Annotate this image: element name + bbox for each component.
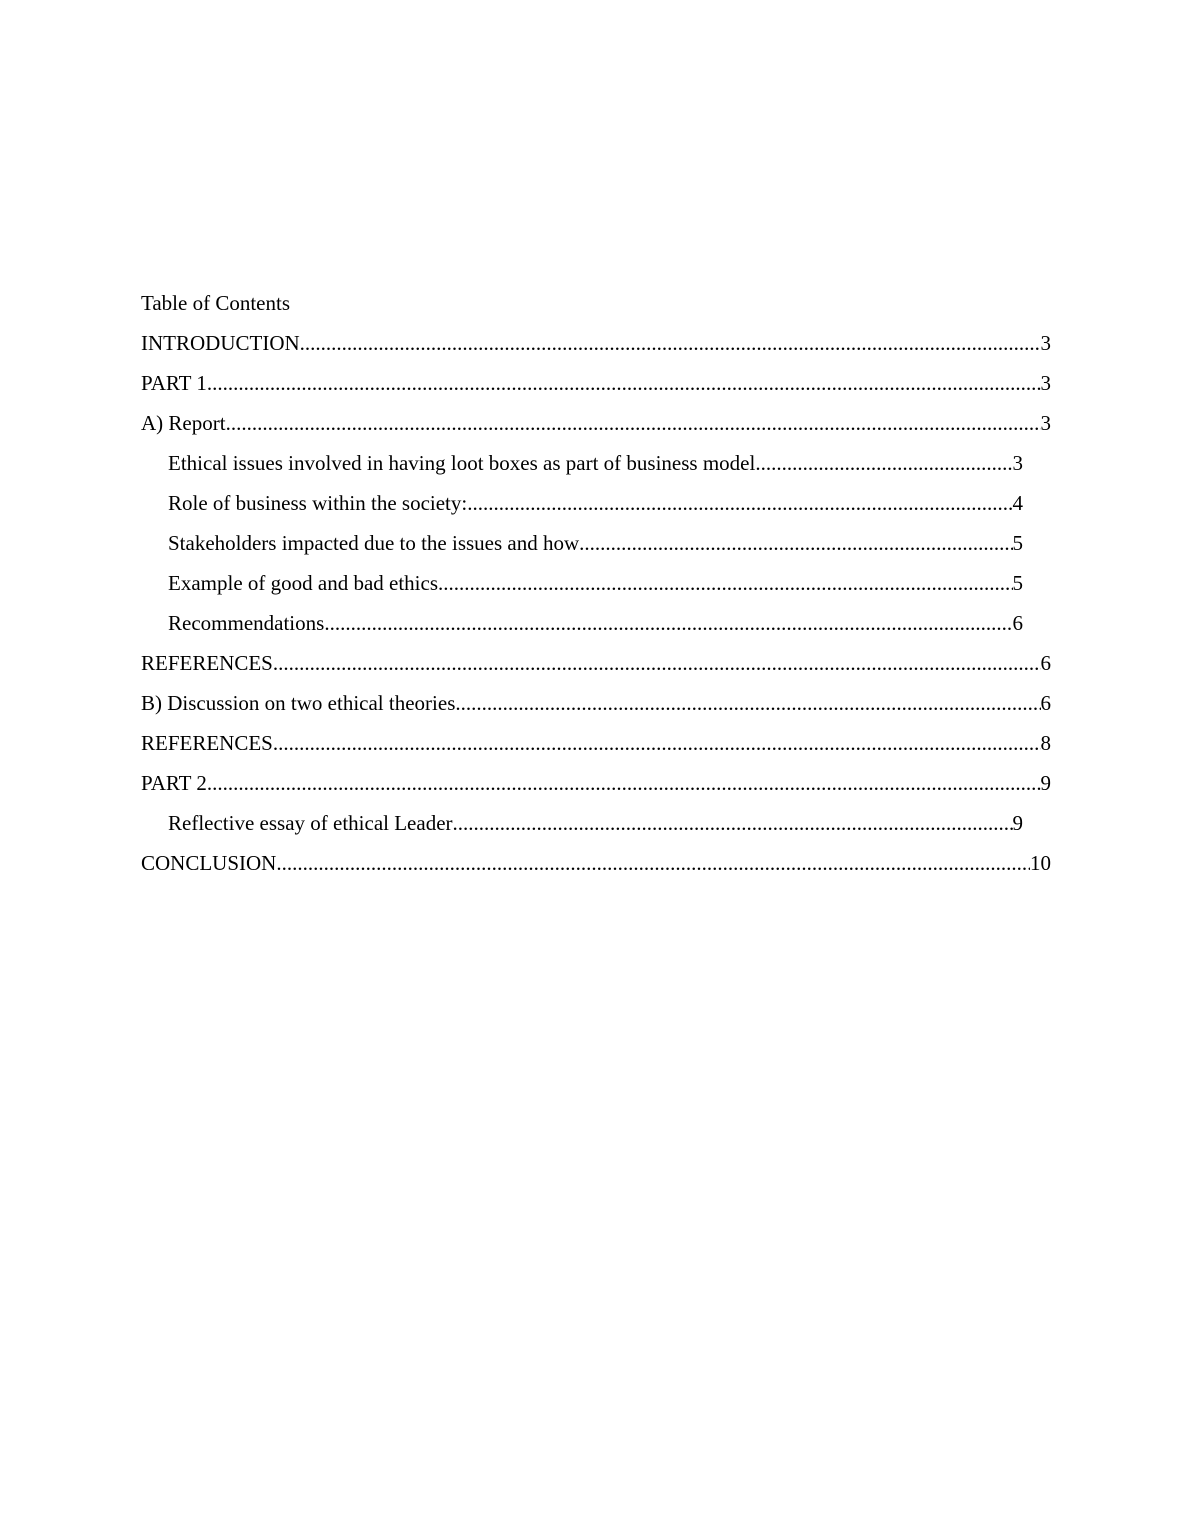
toc-page-number: 10 (1030, 851, 1051, 875)
toc-entry-introduction[interactable] (141, 323, 1051, 363)
toc-entry-ethical-issues[interactable] (168, 443, 1023, 483)
toc-dot-leader (207, 363, 1041, 403)
toc-entry-conclusion[interactable] (141, 843, 1051, 883)
toc-dot-leader (467, 483, 1012, 523)
toc-page-number: 9 (1040, 771, 1051, 795)
toc-page-number: 3 (1040, 411, 1051, 435)
toc-page-number: 6 (1012, 611, 1023, 635)
toc-entry-recommendations[interactable] (168, 603, 1023, 643)
toc-page-number: 4 (1012, 491, 1023, 515)
toc-page-number: 9 (1012, 811, 1023, 835)
toc-page-number: 6 (1040, 691, 1051, 715)
toc-dot-leader (755, 443, 1012, 483)
toc-entry-label: A) Report (141, 411, 226, 435)
toc-entry-part-2[interactable] (141, 763, 1051, 803)
toc-page-number: 5 (1012, 571, 1023, 595)
toc-page-number: 3 (1040, 371, 1051, 395)
toc-page-number: 5 (1012, 531, 1023, 555)
toc-entry-role-of-business[interactable] (168, 483, 1023, 523)
toc-dot-leader (453, 803, 1013, 843)
toc-entry-label: Example of good and bad ethics (168, 571, 439, 595)
toc-dot-leader (579, 523, 1012, 563)
toc-dot-leader (324, 603, 1012, 643)
toc-dot-leader (273, 723, 1041, 763)
toc-dot-leader (438, 563, 1012, 603)
toc-entry-label: PART 1 (141, 371, 207, 395)
toc-entry-reflective-essay[interactable] (168, 803, 1023, 843)
toc-entry-label: PART 2 (141, 771, 207, 795)
toc-entry-label: INTRODUCTION (141, 331, 300, 355)
toc-entry-label: REFERENCES (141, 731, 273, 755)
toc-dot-leader (300, 323, 1041, 363)
toc-entry-b-discussion[interactable] (141, 683, 1051, 723)
toc-entry-stakeholders[interactable] (168, 523, 1023, 563)
toc-dot-leader (226, 403, 1041, 443)
toc-dot-leader (276, 843, 1030, 883)
toc-entry-label: Stakeholders impacted due to the issues and how (168, 531, 580, 555)
toc-entry-label: B) Discussion on two ethical theories (141, 691, 456, 715)
toc-entry-label: Ethical issues involved in having loot boxes as part of business model (168, 451, 756, 475)
toc-entry-good-bad-ethics[interactable] (168, 563, 1023, 603)
toc-entry-a-report[interactable] (141, 403, 1051, 443)
toc-page-number: 3 (1040, 331, 1051, 355)
toc-entry-label: Reflective essay of ethical Leader (168, 811, 453, 835)
toc-entry-part-1[interactable] (141, 363, 1051, 403)
toc-dot-leader (207, 763, 1041, 803)
table-of-contents (141, 283, 1051, 883)
toc-entry-label: REFERENCES (141, 651, 273, 675)
toc-page-number: 6 (1040, 651, 1051, 675)
toc-title: Table of Contents (141, 291, 290, 315)
toc-entry-label: Recommendations (168, 611, 325, 635)
toc-entry-references-2[interactable] (141, 723, 1051, 763)
toc-dot-leader (455, 683, 1040, 723)
toc-entry-label: Role of business within the society: (168, 491, 468, 515)
toc-page-number: 8 (1040, 731, 1051, 755)
toc-entry-label: CONCLUSION (141, 851, 277, 875)
toc-dot-leader (273, 643, 1041, 683)
toc-page-number: 3 (1012, 451, 1023, 475)
toc-entry-references-1[interactable] (141, 643, 1051, 683)
